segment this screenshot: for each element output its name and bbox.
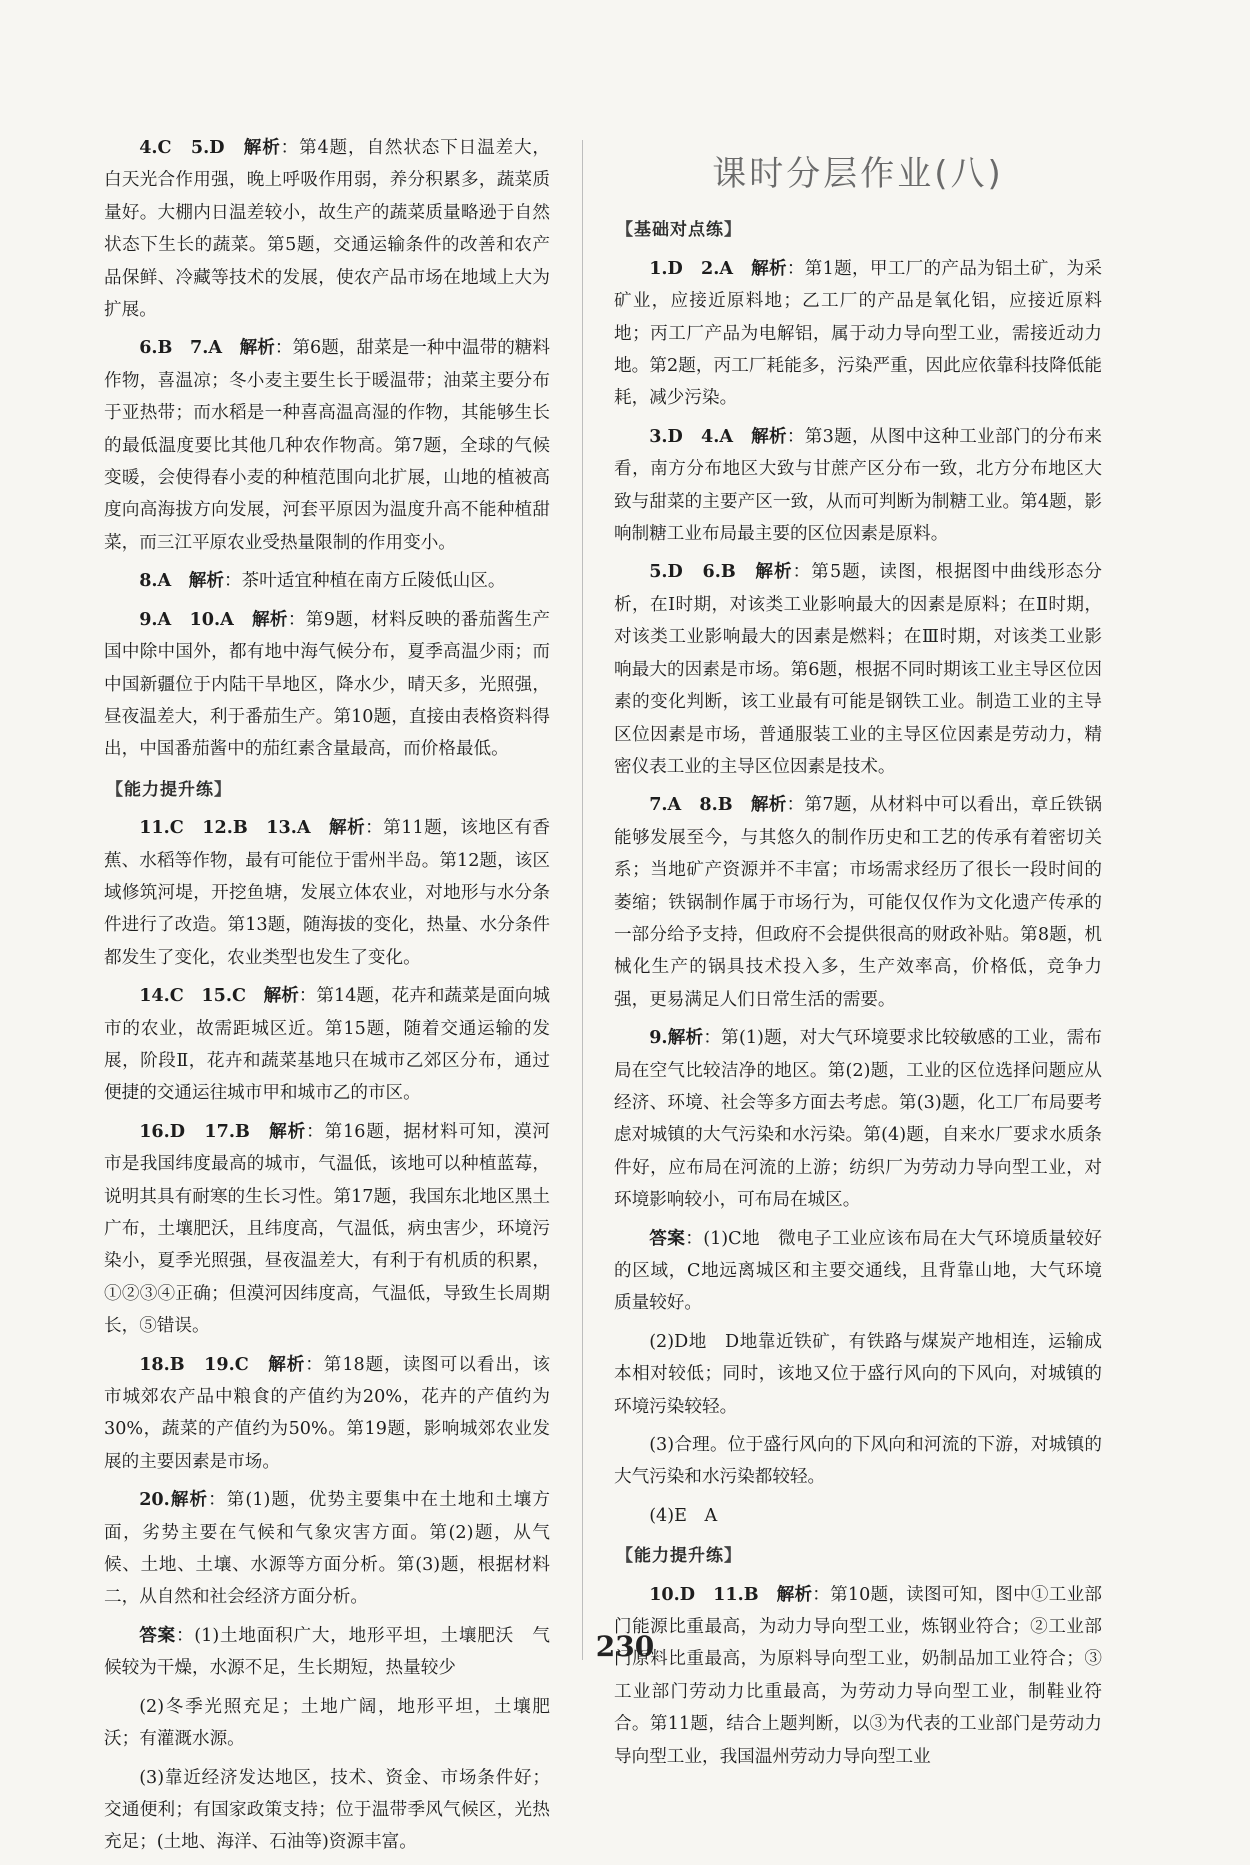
lesson-title: 课时分层作业(八) <box>712 154 1004 194</box>
answer-6-7: 6.B 7.A 解析：第6题，甜菜是一种中温带的糖料作物，喜温凉；冬小麦主要生长于暖温带；油菜主要分布于亚热带；而水稻是一种喜高温高湿的作物，其能够生长的最低温度要比其他几种农作物高。第7题，全球的气候变暖，会使得春小麦的种植范围向北扩展，山地的植被高度向高海拔方向发展，河套平原因为温度升高不能种植甜菜，而三江平原农业受热量限制的作用变小。 <box>104 337 550 553</box>
answer-8: 8.A 解析：茶叶适宜种植在南方丘陵低山区。 <box>139 570 506 592</box>
column-divider <box>582 140 583 1660</box>
answer-7-8: 7.A 8.B 解析：第7题，从材料中可以看出，章丘铁锅能够发展至今，与其悠久的制作历史和工艺的传承有着密切关系；当地矿产资源并不丰富；市场需求经历了很长一段时间的萎缩；铁锅制作属于市场行为，可能仅仅作为文化遗产传承的一部分给予支持，但政府不会提供很高的财政补贴。第8题，机械化生产的锅具技术投入多，生产效率高，价格低，竞争力强，更易满足人们日常生活的需要。 <box>614 794 1102 1010</box>
answer-9-key-2: (2)D地 D地靠近铁矿，有铁路与煤炭产地相连，运输成本相对较低；同时，该地又位于盛行风向的下风向，对城镇的环境污染较轻。 <box>614 1331 1102 1417</box>
answer-20-key-3: (3)靠近经济发达地区，技术、资金、市场条件好；交通便利；有国家政策支持；位于温带季风气候区，光热充足；(土地、海洋、石油等)资源丰富。 <box>104 1767 550 1853</box>
answer-9-analysis: 9.解析：第(1)题，对大气环境要求比较敏感的工业，需布局在空气比较洁净的地区。第(2)题，工业的区位选择问题应从经济、环境、社会等多方面去考虑。第(3)题，化工厂布局要考虑对城镇的大气污染和水污染。第(4)题，自来水厂要求水质条件好，应布局在河流的上游；纺织厂为劳动力导向型工业，对环境影响较小，可布局在城区。 <box>614 1027 1102 1211</box>
answer-10-11: 10.D 11.B 解析：第10题，读图可知，图中①工业部门能源比重最高，为动力导向型工业，炼钢业符合；②工业部门原料比重最高，为原料导向型工业，奶制品加工业符合；③工业部门劳动力比重最高，为劳动力导向型工业，制鞋业符合。第11题，结合上题判断，以③为代表的工业部门是劳动力导向型工业，我国温州劳动力导向型工业 <box>614 1583 1102 1767</box>
answer-4-5: 4.C 5.D 解析：第4题，自然状态下日温差大，白天光合作用强，晚上呼吸作用弱，养分积累多，蔬菜质量好。大棚内日温差较小，故生产的蔬菜质量略逊于自然状态下生长的蔬菜。第5题，交通运输条件的改善和农产品保鲜、冷藏等技术的发展，使农产品市场在地域上大为扩展。 <box>104 137 550 321</box>
section-heading-ability: 【能力提升练】 <box>106 779 232 800</box>
answer-9-10: 9.A 10.A 解析：第9题，材料反映的番茄酱生产国中除中国外，都有地中海气候分布，夏季高温少雨；而中国新疆位于内陆干旱地区，降水少，晴天多，光照强，昼夜温差大，利于番茄生产。第10题，直接由表格资料得出，中国番茄酱中的茄红素含量最高，而价格最低。 <box>104 608 550 760</box>
answer-20-analysis: 20.解析：第(1)题，优势主要集中在土地和土壤方面，劣势主要在气候和气象灾害方面。第(2)题，从气候、土地、土壤、水源等方面分析。第(3)题，根据材料二，从自然和社会经济方面分析。 <box>104 1489 550 1608</box>
answer-14-15: 14.C 15.C 解析：第14题，花卉和蔬菜是面向城市的农业，故需距城区近。第15题，随着交通运输的发展，阶段Ⅱ，花卉和蔬菜基地只在城市乙郊区分布，通过便捷的交通运往城市甲和城市乙的市区。 <box>104 985 550 1104</box>
answer-20-key-2: (2)冬季光照充足；土地广阔，地形平坦，土壤肥沃；有灌溉水源。 <box>104 1696 550 1750</box>
answer-3-4: 3.D 4.A 解析：第3题，从图中这种工业部门的分布来看，南方分布地区大致与甘蔗产区分布一致，北方分布地区大致与甜菜的主要产区一致，从而可判断为制糖工业。第4题，影响制糖工业布局最主要的区位因素是原料。 <box>614 425 1102 545</box>
left-column <box>104 132 550 1865</box>
answer-11-13: 11.C 12.B 13.A 解析：第11题，该地区有香蕉、水稻等作物，最有可能位于雷州半岛。第12题，该区域修筑河堤，开挖鱼塘，发展立体农业，对地形与水分条件进行了改造。第13题，随海拔的变化，热量、水分条件都发生了变化，农业类型也发生了变化。 <box>104 817 550 968</box>
answer-9-key-3: (3)合理。位于盛行风向的下风向和河流的下游，对城镇的大气污染和水污染都较轻。 <box>614 1435 1102 1488</box>
answer-5-6: 5.D 6.B 解析：第5题，读图，根据图中曲线形态分析，在Ⅰ时期，对该类工业影响最大的因素是原料；在Ⅱ时期，对该类工业影响最大的因素是燃料；在Ⅲ时期，对该类工业影响最大的因素是市场。第6题，根据不同时期该工业主导区位因素的变化判断，该工业最有可能是钢铁工业。制造工业的主导区位因素是市场，普通服装工业的主导区位因素是劳动力，精密仪表工业的主导区位因素是技术。 <box>614 561 1102 777</box>
answer-16-17: 16.D 17.B 解析：第16题，据材料可知，漠河市是我国纬度最高的城市，气温低，该地可以种植蓝莓，说明其具有耐寒的生长习性。第17题，我国东北地区黑土广布，土壤肥沃，且纬度高，气温低，病虫害少，环境污染小，夏季光照强，昼夜温差大，有利于有机质的积累，①②③④正确；但漠河因纬度高，气温低，导致生长周期长，⑤错误。 <box>104 1120 550 1337</box>
answer-1-2: 1.D 2.A 解析：第1题，甲工厂的产品为铝土矿，为采矿业，应接近原料地；乙工厂的产品是氧化铝，应接近原料地；丙工厂产品为电解铝，属于动力导向型工业，需接近动力地。第2题，丙工厂耗能多，污染严重，因此应依靠科技降低能耗，减少污染。 <box>614 257 1102 409</box>
section-heading-basic: 【基础对点练】 <box>616 220 742 241</box>
right-column <box>614 150 1102 1779</box>
page-number: 230 <box>595 1630 655 1663</box>
answer-9-key-1: 答案：(1)C地 微电子工业应该布局在大气环境质量较好的区域，C地远离城区和主要交通线，且背靠山地，大气环境质量较好。 <box>614 1227 1102 1314</box>
section-heading-ability-right: 【能力提升练】 <box>616 1546 742 1567</box>
answer-9-key-4: (4)E A <box>649 1505 718 1526</box>
answer-18-19: 18.B 19.C 解析：第18题，读图可以看出，该市城郊农产品中粮食的产值约为20%，花卉的产值约为30%，蔬菜的产值约为50%。第19题，影响城郊农业发展的主要因素是市场。 <box>104 1353 550 1472</box>
answer-20-key-1: 答案：(1)土地面积广大，地形平坦，土壤肥沃 气候较为干燥，水源不足，生长期短，热量较少 <box>104 1624 550 1679</box>
